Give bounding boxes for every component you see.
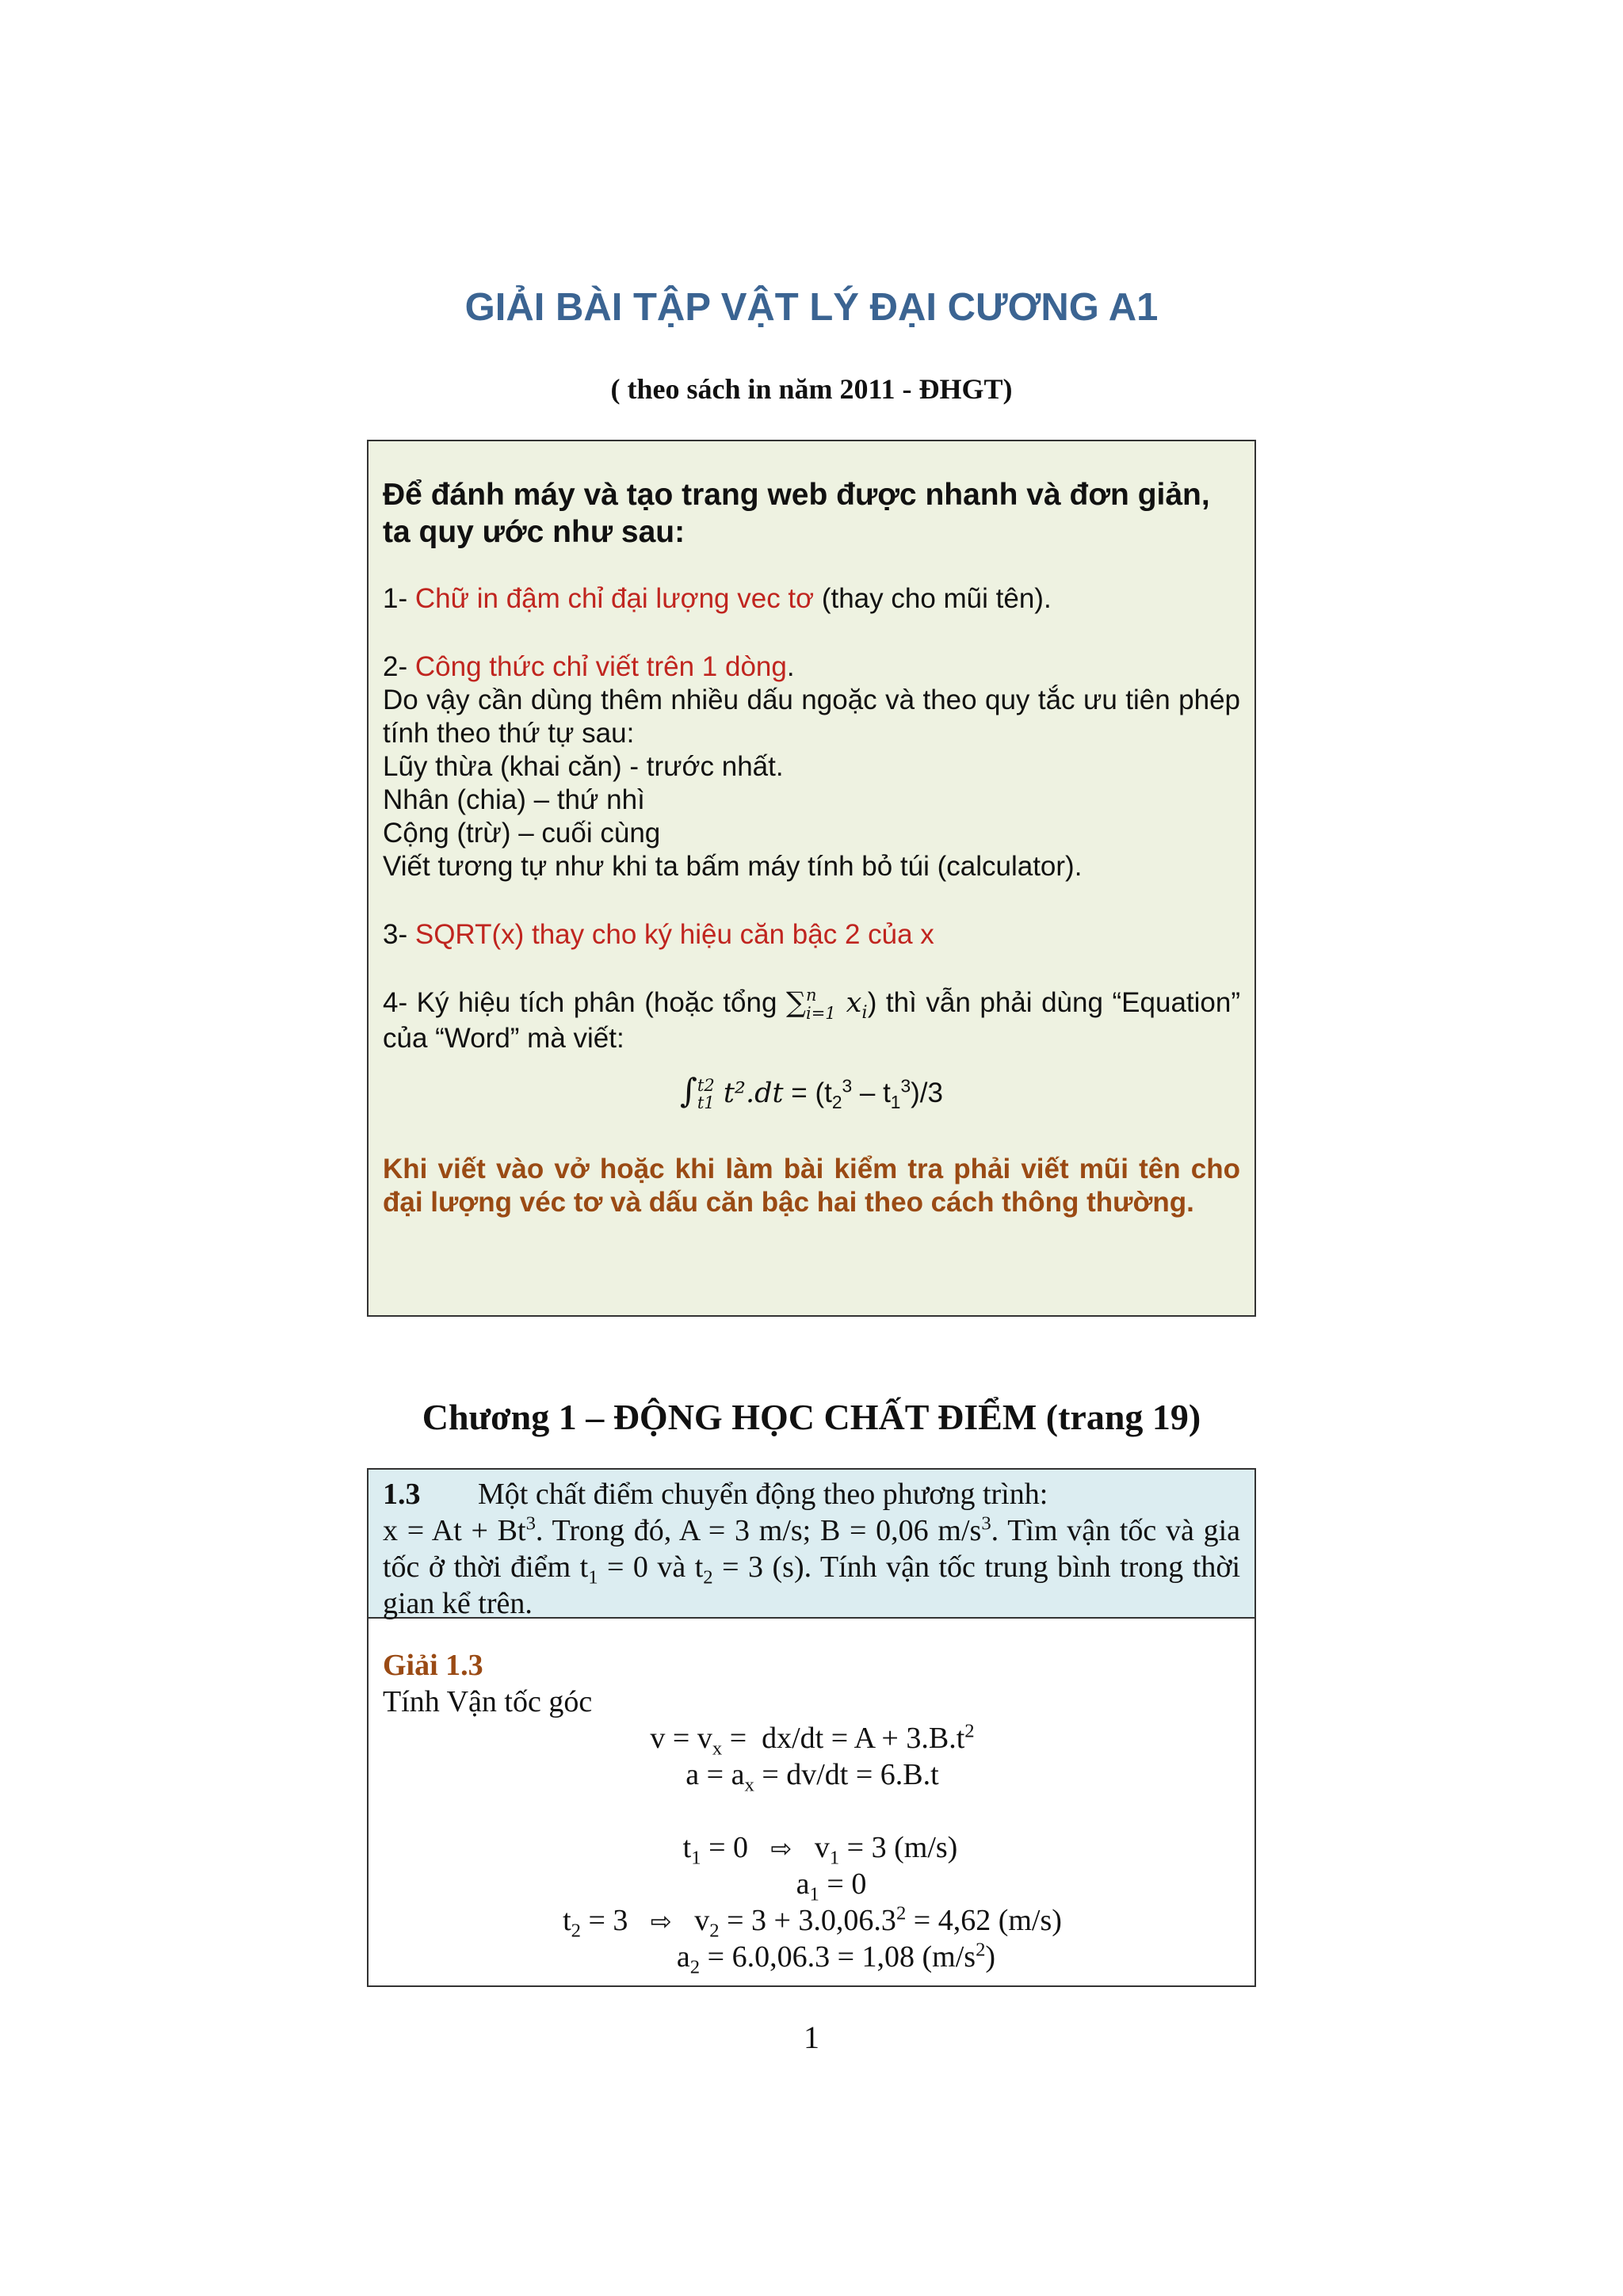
velocity-eq-sub: x	[712, 1737, 723, 1760]
a2-result	[392, 1939, 1280, 1978]
chapter-page-ref: (trang 19)	[1037, 1397, 1201, 1437]
rule-3-highlight: SQRT(x) thay cho ký hiệu căn bậc 2 của x	[414, 919, 934, 950]
sum-expression	[786, 986, 868, 1023]
v2-value: = 4,62 (m/s)	[906, 1904, 1062, 1937]
integral-expression	[680, 1070, 784, 1113]
t1-label: t	[682, 1831, 692, 1864]
right-arrow-icon: ⇨	[770, 1833, 792, 1863]
rule-2	[383, 650, 1240, 684]
document-subtitle: ( theo sách in năm 2011 - ĐHGT)	[610, 373, 1013, 405]
problem-statement	[369, 1470, 1254, 1619]
rule-2-highlight: Công thức chỉ viết trên 1 dòng	[414, 651, 787, 682]
problem-eq-a: x = At + Bt	[383, 1514, 526, 1547]
velocity-eq-a: v = v	[650, 1722, 712, 1755]
v2-label: v	[671, 1904, 710, 1937]
acceleration-eq-sub: x	[744, 1774, 754, 1796]
integral-end: )/3	[911, 1077, 943, 1108]
page-number: 1	[804, 2019, 819, 2055]
solution-cell	[369, 1619, 1254, 1978]
conventions-box	[367, 440, 1256, 1317]
t2-result	[369, 1902, 1256, 1942]
integral-formula	[383, 1070, 1240, 1113]
a2-expression: = 6.0,06.3 = 1,08 (m/s	[700, 1940, 976, 1974]
t2-value: = 3	[580, 1904, 651, 1937]
rule-1-highlight: Chữ in đậm chỉ đại lượng vec tơ	[414, 583, 815, 614]
t2-sub: 2	[571, 1920, 581, 1942]
warning-note: Khi viết vào vở hoặc khi làm bài kiểm tra phải viết mũi tên cho đại lượng véc tơ và dấu căn bậc hai theo cách thông thường.	[383, 1154, 1240, 1219]
v1-label: v	[792, 1831, 830, 1864]
v2-expression: = 3 + 3.0,06.3	[719, 1904, 896, 1937]
sum-symbol: ∑	[786, 987, 806, 1019]
a2-sub: 2	[689, 1956, 701, 1978]
rule-1	[383, 582, 1240, 616]
t1-result	[376, 1829, 1264, 1867]
sum-upper-limit: n	[806, 986, 817, 1005]
velocity-eq-sup: 2	[964, 1720, 975, 1742]
integral-sub-1: 1	[890, 1091, 901, 1112]
rule-4-text-a: 4- Ký hiệu tích phân (hoặc tổng	[383, 987, 786, 1018]
integral-upper-limit: t2	[697, 1076, 715, 1095]
rule-3-number: 3-	[383, 919, 415, 950]
sum-variable: x	[846, 987, 862, 1019]
rule-2-order-1: Lũy thừa (khai căn) - trước nhất.	[383, 751, 784, 782]
rule-2-note: Viết tương tự như khi ta bấm máy tính bỏ túi (calculator).	[383, 851, 1083, 882]
a2-label: a	[676, 1940, 690, 1974]
integral-symbol: ∫	[680, 1070, 697, 1110]
problem-eq-b: . Trong đó, A = 3 m/s; B = 0,06 m/s	[535, 1514, 982, 1547]
a1-sub: 1	[809, 1883, 819, 1905]
chapter-heading	[0, 1396, 1623, 1438]
solution-intro: Tính Vận tốc góc	[383, 1685, 593, 1718]
rule-2-order-3: Cộng (trừ) – cuối cùng	[383, 818, 661, 849]
sum-index: i	[861, 1002, 868, 1023]
problem-line-1: Một chất điểm chuyển động theo phương trình:	[478, 1478, 1048, 1511]
rule-2-number: 2-	[383, 651, 415, 682]
a1-result	[388, 1866, 1275, 1905]
t1-value: = 0	[701, 1831, 771, 1864]
problem-eq-b-sup: 3	[981, 1512, 991, 1535]
problem-eq-e: = 3 (s). Tính vận tốc trung bình trong thời gian kể trên.	[383, 1550, 1240, 1620]
conventions-heading: Để đánh máy và tạo trang web được nhanh và đơn giản, ta quy ước như sau:	[383, 478, 1210, 549]
v2-sub: 2	[709, 1920, 720, 1942]
a1-value: = 0	[819, 1867, 867, 1901]
acceleration-eq-b: = dv/dt = 6.B.t	[754, 1758, 939, 1791]
velocity-equation	[369, 1720, 1256, 1760]
sum-limits	[806, 986, 836, 1021]
integral-body: t².dt	[723, 1077, 784, 1109]
a1-label: a	[796, 1867, 810, 1901]
problem-t1-sub: 1	[588, 1566, 598, 1589]
rule-2-order-2: Nhân (chia) – thứ nhì	[383, 784, 645, 815]
sum-lower-limit: i=1	[806, 1003, 836, 1023]
integral-equals: = (t	[783, 1077, 832, 1108]
rule-4-text-b: ) thì vẫn phải dùng “Equation” của “Word” mà viết:	[383, 987, 1240, 1054]
problem-number: 1.3	[383, 1478, 421, 1511]
rule-2-suffix: .	[786, 651, 795, 682]
velocity-eq-b: = dx/dt = A + 3.B.t	[722, 1722, 965, 1755]
right-arrow-icon: ⇨	[650, 1906, 672, 1936]
integral-sup-2: 3	[842, 1074, 853, 1096]
problem-t2-sub: 2	[703, 1566, 713, 1589]
rule-2-explain: Do vậy cần dùng thêm nhiều dấu ngoặc và theo quy tắc ưu tiên phép tính theo thứ tự sau:	[383, 685, 1240, 749]
solution-title: Giải 1.3	[383, 1649, 483, 1682]
t1-sub: 1	[691, 1847, 701, 1869]
document-title: GIẢI BÀI TẬP VẬT LÝ ĐẠI CƯƠNG A1	[464, 286, 1159, 329]
rule-1-suffix: (thay cho mũi tên).	[814, 583, 1052, 614]
chapter-title: Chương 1 – ĐỘNG HỌC CHẤT ĐIỂM	[422, 1397, 1037, 1437]
t2-label: t	[563, 1904, 571, 1937]
acceleration-eq-a: a = a	[685, 1758, 745, 1791]
integral-sub-2: 2	[831, 1091, 842, 1112]
a2-sup: 2	[976, 1939, 986, 1961]
integral-lower-limit: t1	[697, 1093, 715, 1113]
rule-4	[383, 986, 1240, 1055]
problem-eq-c: . Tìm vận tốc và gia tốc ở thời điểm t	[383, 1514, 1240, 1584]
acceleration-equation	[369, 1756, 1256, 1796]
rule-3	[383, 918, 1240, 952]
integral-minus: – t	[852, 1077, 891, 1108]
problem-eq-d: = 0 và t	[598, 1550, 704, 1584]
a2-end: )	[985, 1940, 996, 1974]
integral-limits	[697, 1077, 715, 1112]
integral-sup-1: 3	[900, 1074, 911, 1096]
problem-eq-a-sup: 3	[525, 1512, 536, 1535]
v1-sub: 1	[829, 1847, 840, 1869]
problem-table	[367, 1468, 1256, 1987]
v1-value: = 3 (m/s)	[839, 1831, 958, 1864]
v2-sup: 2	[896, 1902, 907, 1924]
rule-1-number: 1-	[383, 583, 415, 614]
